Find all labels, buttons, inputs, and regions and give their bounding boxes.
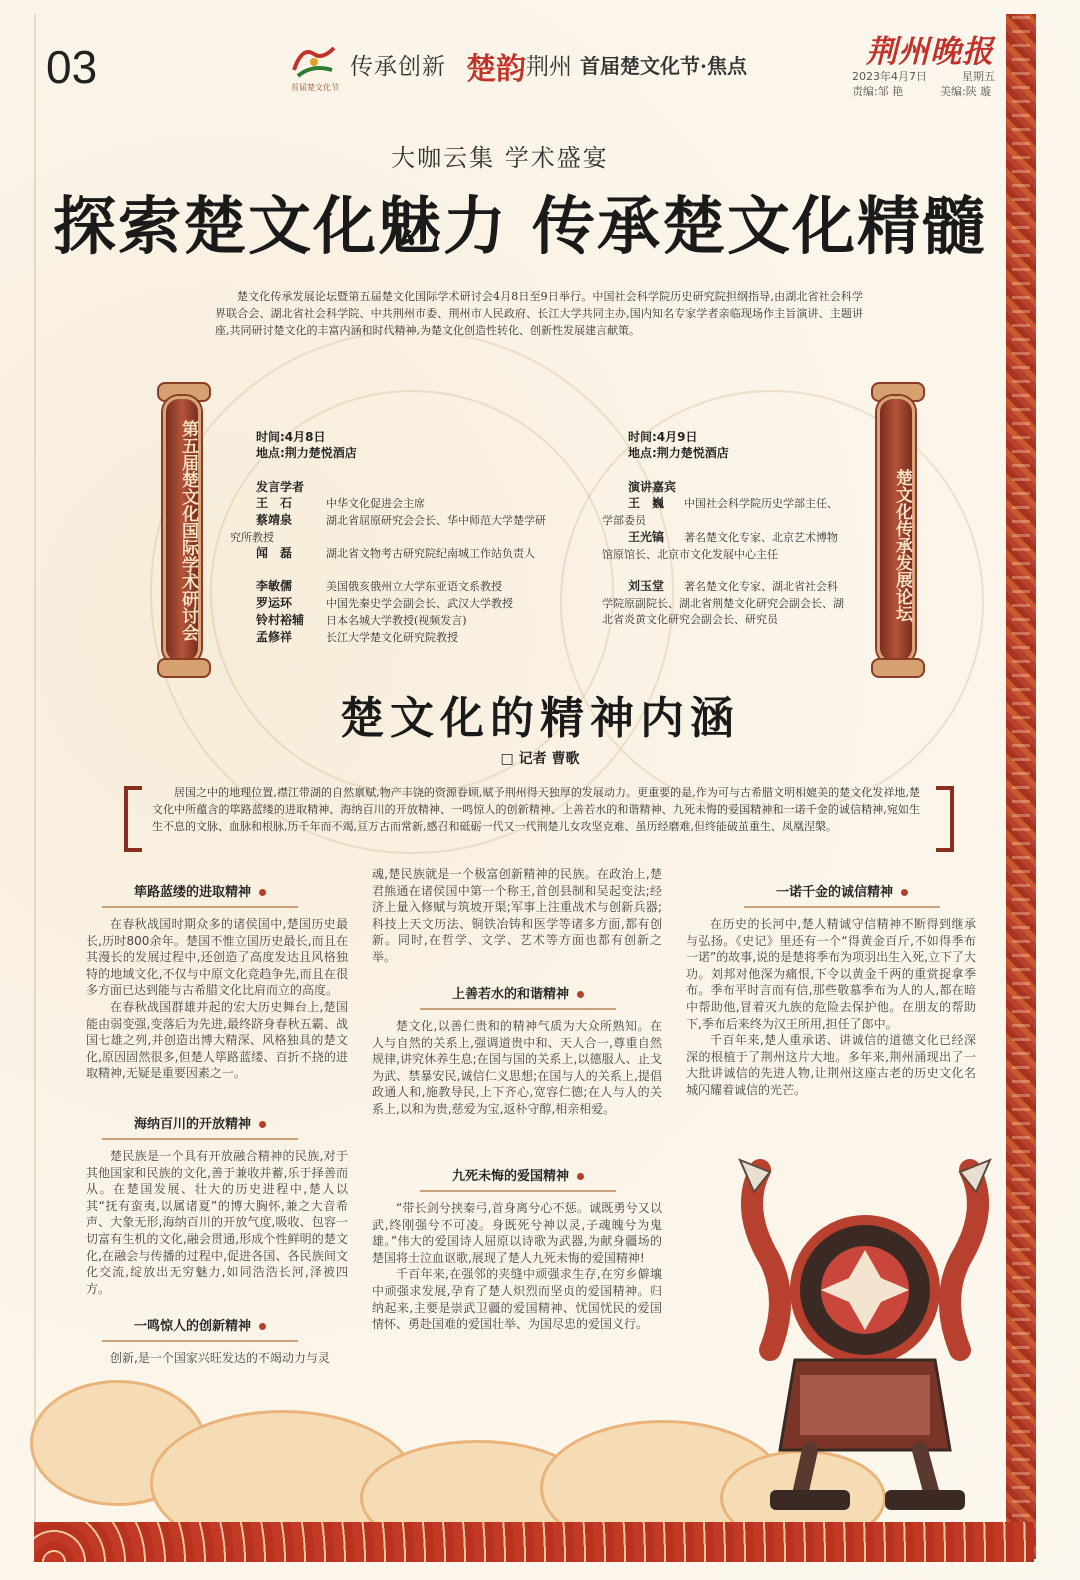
- speaker-name: 李敏儒: [256, 579, 293, 593]
- left-frame-line: [34, 14, 36, 1554]
- right-group-title-text: 演讲嘉宾: [628, 480, 677, 494]
- section-heading-text: 上善若水的和谐精神: [451, 987, 569, 1002]
- paragraph: 千百年来,楚人重承诺、讲诚信的道德文化已经深深的根植于了荆州这片大地。多年来,荆州涌现出了一大批讲诚信的先进人物,让荆州这座古老的历史文化名城闪耀着诚信的光芒。: [686, 1033, 976, 1097]
- article-byline: □ 记者 曹歌: [500, 751, 580, 767]
- section-heading: [102, 1112, 298, 1140]
- paragraph: 千百年来,在强邻的夹缝中顽强求生存,在穷乡僻壤中顽强求发展,孕育了楚人炽烈而坚贞的爱国精神。归纳起来,主要是崇武卫疆的爱国精神、忧国忧民的爱国情怀、勇赴国难的爱国壮举、为国尽忠的爱国义行。: [372, 1267, 662, 1332]
- guest-entry: [602, 528, 846, 563]
- heading-dot-icon: [259, 1323, 266, 1330]
- speaker-desc: 日本名城大学教授(视频发言): [326, 614, 467, 627]
- paragraph: 在历史的长河中,楚人精诚守信精神不断得到继承与弘扬。《史记》里还有一个“得黄金百斤,不如得季布一诺”的故事,说的是楚将季布为项羽出生入死,立下了大功。刘邦对他深为痛恨,下令以黄金千两的重赏捉拿季布。季布平时言而有信,那些敬慕季布为人的人,都在暗中帮助他,冒着灭九族的危险去保护他。在朋友的帮助下,季布后来终为汉王所用,担任了郎中。: [686, 917, 976, 1031]
- guest-desc: 中国社会科学院历史学部主任、学部委员: [602, 497, 838, 527]
- left-place: [256, 444, 357, 462]
- speaker-entry: [230, 494, 548, 513]
- section-body: [372, 866, 662, 966]
- left-group-title-text: 发言学者: [256, 480, 305, 494]
- section-heading: [420, 982, 616, 1010]
- guest-name: 王 巍: [628, 496, 665, 510]
- chu-drum-figure-icon: [700, 1150, 1020, 1530]
- article-title: 楚文化的精神内涵: [340, 693, 740, 744]
- section-body: [372, 1018, 662, 1118]
- banner-calligraphy: 楚韵: [466, 52, 526, 87]
- left-scroll-label: 第五届楚文化国际学术研讨会: [178, 419, 198, 641]
- heading-dot-icon: [901, 889, 908, 896]
- speaker-entry: [230, 511, 548, 546]
- paragraph: 楚民族是一个具有开放融合精神的民族,对于其他国家和民族的文化,善于兼收并蓄,乐于择善而从。在楚国发展、壮大的历史进程中,楚人以其“抚有蛮夷,以属诸夏”的博大胸怀,兼之大音希声、大象无形,海纳百川的开放气度,吸收、包容一切富有生机的文化,融会贯通,形成个性鲜明的楚文化,在融会与传播的过程中,促进各国、各民族间文化交流,绽放出无穷魅力,如同浩浩长河,泽被四方。: [86, 1149, 348, 1296]
- scroll-cap: [871, 658, 925, 678]
- issue-date: 2023年4月7日: [852, 70, 927, 83]
- speaker-desc: 长江大学楚文化研究院教授: [326, 631, 458, 644]
- speaker-name: 王 石: [256, 496, 293, 510]
- issue-weekday: 星期五: [962, 70, 995, 83]
- speaker-name: 孟修祥: [256, 630, 293, 644]
- section-body: [86, 1350, 348, 1367]
- speaker-entry: [230, 628, 548, 647]
- guest-desc: 著名楚文化专家、北京艺术博物馆原馆长、北京市文化发展中心主任: [602, 531, 838, 561]
- page-number: 03: [46, 41, 98, 93]
- lead-bracket-left: [124, 786, 142, 852]
- speaker-entry: [230, 611, 548, 630]
- newspaper-masthead: 荆州晚报: [866, 34, 994, 70]
- heading-dot-icon: [577, 1173, 584, 1180]
- page-title: 探索楚文化魅力 传承楚文化精髓: [53, 190, 987, 263]
- lead-bracket-right: [936, 786, 954, 852]
- speaker-desc: 中华文化促进会主席: [326, 497, 425, 510]
- section-heading-text: 一诺千金的诚信精神: [775, 885, 893, 900]
- editor-credit: 责编:邹 艳: [852, 85, 904, 98]
- right-place: [628, 444, 729, 462]
- speaker-desc: 美国俄亥俄州立大学东亚语文系教授: [326, 580, 502, 593]
- paragraph: 创新,是一个国家兴旺发达的不竭动力与灵: [110, 1351, 330, 1365]
- speaker-entry: [230, 577, 548, 596]
- section-body: [86, 1148, 348, 1297]
- scroll-cap: [157, 658, 211, 678]
- heading-dot-icon: [259, 1121, 266, 1128]
- section-heading: [744, 880, 940, 908]
- speaker-desc: 湖北省文物考古研究院纪南城工作站负责人: [326, 547, 535, 560]
- speaker-name: 闻 磊: [256, 546, 293, 560]
- section-heading: [102, 1314, 298, 1342]
- kicker: 大咖云集 学术盛宴: [391, 144, 609, 172]
- article-lead: 居国之中的地理位置,襟江带湖的自然禀赋,物产丰饶的资源眷顾,赋予荆州得天独厚的发展动力。更重要的是,作为可与古希腊文明相媲美的楚文化发祥地,楚文化中所蕴含的筚路蓝缕的进取精神、海纳百川的开放精神、一鸣惊人的创新精神、上善若水的和谐精神、九死未悔的爱国精神和一诺千金的诚信精神,宛如生生不息的文脉、血脉和根脉,历千年而不竭,亘万古而常新,感召和砥砺一代又一代荆楚儿女攻坚克难、虽历经磨难,但终能破茧重生、凤凰涅槃。: [152, 786, 920, 833]
- speaker-entry: [230, 594, 548, 613]
- heading-dot-icon: [259, 889, 266, 896]
- right-place-text: 地点:荆力楚悦酒店: [628, 446, 729, 460]
- speaker-name: 铃村裕辅: [256, 613, 305, 627]
- intro-paragraph: 楚文化传承发展论坛暨第五届楚文化国际学术研讨会4月8日至9日举行。中国社会科学院历史研究院担纲指导,由湖北省社会科学界联合会、湖北省社会科学院、中共荆州市委、荆州市人民政府、长江大学共同主办,国内知名专家学者亲临现场作主旨演讲、主题讲座,共同研讨楚文化的丰富内涵和时代精神,为楚文化创造性转化、创新性发展建言献策。: [215, 290, 863, 337]
- section-heading-text: 九死未悔的爱国精神: [451, 1169, 569, 1184]
- section-heading-text: 一鸣惊人的创新精神: [133, 1319, 251, 1334]
- speaker-name: 罗运环: [256, 596, 293, 610]
- guest-name: 刘玉堂: [628, 579, 665, 593]
- festival-logo-icon: [288, 40, 340, 82]
- guest-name: 王光镐: [628, 530, 665, 544]
- section-heading-text: 筚路蓝缕的进取精神: [133, 885, 251, 900]
- left-time-text: 时间:4月8日: [256, 430, 326, 444]
- guest-entry: [602, 577, 846, 629]
- paragraph: 楚文化,以善仁贵和的精神气质为大众所熟知。在人与自然的关系上,强调道贵中和、天人合一,尊重自然规律,讲究休养生息;在国与国的关系上,以德服人、止戈为武、禁暴安民,诚信仁义思想;在国与人的关系上,提倡政通人和,施教导民,上下齐心,宽容仁德;在人与人的关系上,以和为贵,慈爱为宝,返朴守醇,相亲相爱。: [372, 1019, 662, 1116]
- section-body: [372, 1200, 662, 1333]
- speaker-entry: [230, 544, 548, 563]
- section-heading-text: 海纳百川的开放精神: [133, 1117, 251, 1132]
- right-time-text: 时间:4月9日: [628, 430, 698, 444]
- banner-column: 首届楚文化节·焦点: [580, 54, 747, 78]
- speaker-desc: 湖北省屈原研究会会长、华中师范大学楚学研究所教授: [230, 514, 546, 544]
- paragraph: 在春秋战国群雄并起的宏大历史舞台上,楚国能由弱变强,变落后为先进,最终跻身春秋五霸、战国七雄之列,并创造出博大精深、风格独具的楚文化,原因固然很多,但楚人筚路蓝缕、百折不挠的进取精神,无疑是重要因素之一。: [86, 999, 348, 1081]
- banner-text: 传承创新: [350, 54, 446, 80]
- designer-credit: 美编:陕 璇: [940, 85, 992, 98]
- section-body: [86, 916, 348, 1082]
- section-heading: [420, 1164, 616, 1192]
- section-heading: [102, 880, 298, 908]
- section-body: [686, 916, 976, 1099]
- paragraph: 在春秋战国时期众多的诸侯国中,楚国历史最长,历时800余年。楚国不惟立国历史最长,而且在其漫长的发展过程中,还创造了高度发达且风格独特的地域文化,不仅与中原文化竞趋争先,而且在很多方面已达到能与古希腊文化比肩而立的高度。: [86, 917, 348, 998]
- speaker-name: 蔡靖泉: [256, 513, 293, 527]
- guest-entry: [602, 494, 846, 529]
- paragraph: 魂,楚民族就是一个极富创新精神的民族。在政治上,楚君熊通在诸侯国中第一个称王,首创县制和吴起变法;经济上量入修赋与筑坡开渠;军事上注重战术与创新兵器;科技上天文历法、铜铁冶铸和医学等诸多方面,都有创新。同时,在哲学、文学、艺术等方面也都有创新之举。: [372, 867, 662, 964]
- right-scroll-label: 楚文化传承发展论坛: [892, 468, 912, 622]
- banner-city: 荆州: [526, 54, 572, 80]
- heading-dot-icon: [577, 991, 584, 998]
- logo-caption: 首届楚文化节: [291, 83, 339, 92]
- paragraph: “带长剑兮挟秦弓,首身离兮心不惩。诚既勇兮又以武,终刚强兮不可凌。身既死兮神以灵,子魂魄兮为鬼雄。”伟大的爱国诗人屈原以诗歌为武器,为献身疆场的楚国将士泣血讴歌,展现了楚人九死未悔的爱国精神!: [372, 1201, 662, 1265]
- left-place-text: 地点:荆力楚悦酒店: [256, 446, 357, 460]
- speaker-desc: 中国先秦史学会副会长、武汉大学教授: [326, 597, 513, 610]
- guest-desc: 著名楚文化专家、湖北省社会科学院原副院长、湖北省荆楚文化研究会副会长、湖北省炎黄文化研究会副会长、研究员: [602, 580, 844, 626]
